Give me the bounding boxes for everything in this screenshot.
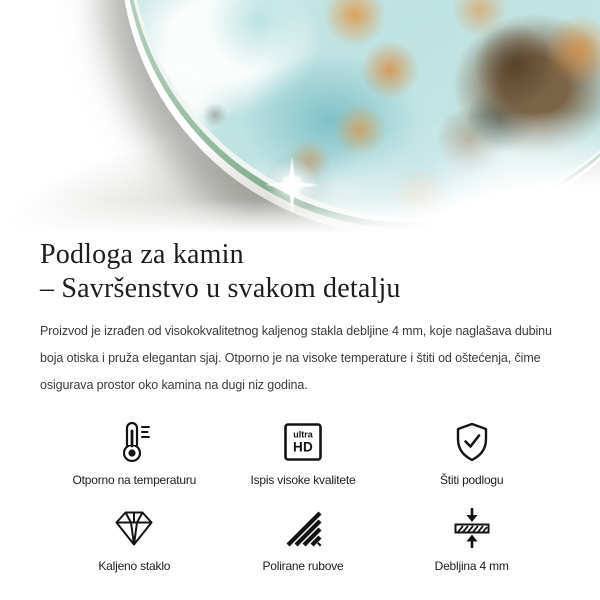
diamond-icon <box>112 505 156 551</box>
feature-print-quality <box>219 419 388 487</box>
feature-label: Kaljeno staklo <box>98 559 171 573</box>
feature-temperature <box>50 419 219 487</box>
feature-protection <box>387 419 556 487</box>
feature-polished-edges <box>219 505 388 573</box>
feature-thickness <box>387 505 556 573</box>
product-info-section <box>0 238 600 573</box>
page-title-line1: Podloga za kamin <box>40 239 244 270</box>
product-description <box>40 318 575 399</box>
ultra-hd-text-top: ultra <box>293 429 313 440</box>
ultra-hd-icon <box>281 419 325 465</box>
thickness-icon <box>450 505 494 551</box>
product-hero-image <box>0 0 600 232</box>
glass-disc-marble-surface <box>129 0 600 218</box>
feature-label: Otporno na temperaturu <box>72 473 197 487</box>
feature-grid <box>50 419 556 573</box>
feature-label: Štiti podlogu <box>439 473 504 487</box>
feature-label: Debljina 4 mm <box>434 559 509 573</box>
feature-tempered-glass <box>50 505 219 573</box>
page-title <box>40 238 575 306</box>
feature-label: Polirane rubove <box>262 559 344 573</box>
description-line: boja otiska i pruža elegantan sjaj. Otporno je na visoke temperature i štiti od oštećenja, čime <box>40 351 541 365</box>
feature-label: Ispis visoke kvalitete <box>250 473 356 487</box>
page-title-line2: – Savršenstvo u svakom detalju <box>40 273 401 304</box>
description-line: Proizvod je izrađen od visokokvalitetnog kaljenog stakla debljine 4 mm, koje naglašava dubinu <box>40 324 552 338</box>
ultra-hd-text-bottom: HD <box>292 439 314 455</box>
shield-check-icon <box>450 419 494 465</box>
thermometer-icon <box>112 419 156 465</box>
description-line: osigurava prostor oko kamina na dugi niz godina. <box>40 378 308 392</box>
polished-edges-icon <box>281 505 325 551</box>
